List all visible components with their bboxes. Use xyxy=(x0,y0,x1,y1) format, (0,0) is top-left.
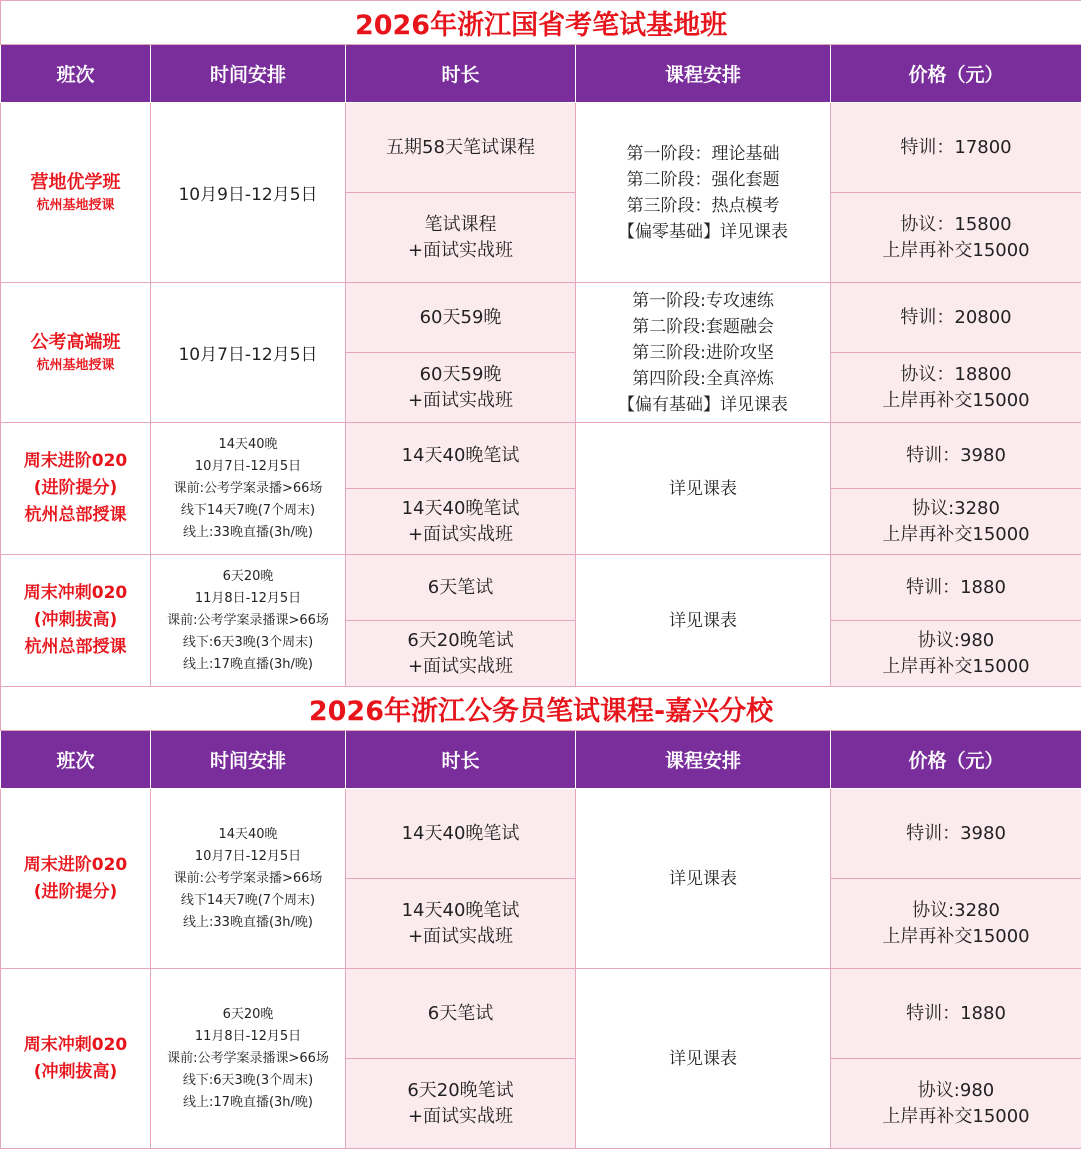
price-line: 上岸再补交15000 xyxy=(882,925,1030,947)
course-row xyxy=(1,555,1081,621)
column-header: 时间安排 xyxy=(151,731,346,789)
price-line: 协议：18800 xyxy=(900,363,1012,385)
duration-line: 6天笔试 xyxy=(427,1002,494,1024)
duration-cell xyxy=(346,103,576,193)
plan-line: 详见课表 xyxy=(669,610,737,631)
price-cell xyxy=(831,789,1081,879)
price-line: 上岸再补交15000 xyxy=(882,655,1030,677)
class-name-cell xyxy=(1,969,151,1149)
course-row xyxy=(1,103,1081,193)
price-cell xyxy=(831,103,1081,193)
price-line: 上岸再补交15000 xyxy=(882,239,1030,261)
class-location: 杭州基地授课 xyxy=(36,357,115,373)
class-name-cell xyxy=(1,789,151,969)
price-cell xyxy=(831,1059,1081,1149)
plan-line: 第四阶段:全真淬炼 xyxy=(632,368,774,389)
plan-line: 【偏零基础】详见课表 xyxy=(618,221,788,242)
price-cell xyxy=(831,193,1081,283)
duration-line: 60天59晚 xyxy=(419,306,502,328)
class-name-cell xyxy=(1,283,151,423)
duration-cell xyxy=(346,193,576,283)
plan-line: 第三阶段：热点模考 xyxy=(626,195,780,216)
price-cell xyxy=(831,489,1081,555)
class-name-cell xyxy=(1,555,151,687)
price-line: 特训：3980 xyxy=(906,444,1006,466)
price-line: 协议：15800 xyxy=(900,213,1012,235)
duration-cell xyxy=(346,1059,576,1149)
column-header: 课程安排 xyxy=(576,731,831,789)
class-name: 周末进阶020 xyxy=(23,451,128,471)
section-title: 2026年浙江公务员笔试课程-嘉兴分校 xyxy=(1,687,1081,731)
price-cell xyxy=(831,621,1081,687)
time-line: 课前:公考学案录播课>66场 xyxy=(167,612,329,628)
price-cell xyxy=(831,879,1081,969)
duration-cell xyxy=(346,283,576,353)
time-line: 11月8日-12月5日 xyxy=(194,1028,302,1044)
plan-cell xyxy=(576,103,831,283)
time-line: 线上:33晚直播(3h/晚) xyxy=(183,524,313,540)
class-name: 周末进阶020 xyxy=(23,854,128,875)
class-name: 杭州总部授课 xyxy=(24,505,127,525)
price-line: 协议:3280 xyxy=(912,899,1000,921)
plan-line: 【偏有基础】详见课表 xyxy=(618,394,788,415)
time-line: 10月9日-12月5日 xyxy=(178,185,318,205)
plan-line: 第一阶段：理论基础 xyxy=(626,143,780,164)
price-line: 协议:980 xyxy=(917,629,995,651)
price-line: 协议:3280 xyxy=(912,497,1000,519)
plan-line: 第二阶段:套题融会 xyxy=(632,316,774,337)
plan-cell xyxy=(576,555,831,687)
column-header: 时长 xyxy=(346,45,576,103)
time-line: 11月8日-12月5日 xyxy=(194,590,302,606)
price-line: 特训：1880 xyxy=(906,1002,1006,1024)
class-name-cell xyxy=(1,103,151,283)
time-line: 10月7日-12月5日 xyxy=(194,848,302,864)
section-title: 2026年浙江国省考笔试基地班 xyxy=(1,1,1081,45)
time-line: 14天40晚 xyxy=(218,436,278,452)
plan-cell xyxy=(576,969,831,1149)
price-line: 特训：20800 xyxy=(900,306,1012,328)
time-line: 14天40晚 xyxy=(218,826,278,842)
class-name: (冲刺拔高) xyxy=(33,1061,118,1082)
class-name-cell xyxy=(1,423,151,555)
price-cell xyxy=(831,353,1081,423)
column-header: 价格（元） xyxy=(831,731,1081,789)
column-header: 时长 xyxy=(346,731,576,789)
plan-line: 详见课表 xyxy=(669,478,737,499)
time-line: 线上:17晚直播(3h/晚) xyxy=(183,656,313,672)
time-line: 线上:33晚直播(3h/晚) xyxy=(183,914,313,930)
duration-line: 6天20晚笔试 xyxy=(407,1079,514,1101)
column-header: 班次 xyxy=(1,45,151,103)
time-line: 课前:公考学案录播>66场 xyxy=(173,480,323,496)
time-cell xyxy=(151,969,346,1149)
duration-line: 60天59晚 xyxy=(419,363,502,385)
plan-line: 详见课表 xyxy=(669,868,737,889)
time-line: 线上:17晚直播(3h/晚) xyxy=(183,1094,313,1110)
duration-line: 五期58天笔试课程 xyxy=(386,136,535,158)
time-line: 6天20晚 xyxy=(222,1006,274,1022)
plan-line: 第一阶段:专攻速练 xyxy=(632,290,774,311)
time-line: 课前:公考学案录播>66场 xyxy=(173,870,323,886)
time-cell xyxy=(151,789,346,969)
plan-cell xyxy=(576,283,831,423)
price-cell xyxy=(831,423,1081,489)
price-cell xyxy=(831,969,1081,1059)
price-line: 特训：3980 xyxy=(906,822,1006,844)
class-name: (冲刺拔高) xyxy=(33,610,118,630)
duration-line: 14天40晚笔试 xyxy=(401,822,520,844)
column-header: 时间安排 xyxy=(151,45,346,103)
class-name: 周末冲刺020 xyxy=(23,1034,128,1055)
column-header: 班次 xyxy=(1,731,151,789)
duration-line: 笔试课程 xyxy=(424,213,497,235)
time-line: 课前:公考学案录播课>66场 xyxy=(167,1050,329,1066)
duration-cell xyxy=(346,969,576,1059)
price-cell xyxy=(831,283,1081,353)
duration-line: +面试实战班 xyxy=(407,239,514,261)
duration-line: 6天笔试 xyxy=(427,576,494,598)
duration-line: +面试实战班 xyxy=(407,655,514,677)
time-cell xyxy=(151,555,346,687)
duration-line: 14天40晚笔试 xyxy=(401,497,520,519)
class-name: (进阶提分) xyxy=(33,881,118,902)
duration-line: 6天20晚笔试 xyxy=(407,629,514,651)
course-row xyxy=(1,423,1081,489)
time-line: 10月7日-12月5日 xyxy=(178,345,318,365)
price-line: 上岸再补交15000 xyxy=(882,523,1030,545)
time-cell xyxy=(151,423,346,555)
duration-line: +面试实战班 xyxy=(407,1105,514,1127)
time-line: 线下:6天3晚(3个周末) xyxy=(182,1072,314,1088)
duration-cell xyxy=(346,423,576,489)
class-name: 营地优学班 xyxy=(30,171,121,193)
class-location: 杭州基地授课 xyxy=(36,197,115,213)
duration-cell xyxy=(346,621,576,687)
class-name: 杭州总部授课 xyxy=(24,637,127,657)
time-line: 线下14天7晚(7个周末) xyxy=(180,502,316,518)
course-row xyxy=(1,969,1081,1059)
plan-line: 详见课表 xyxy=(669,1048,737,1069)
duration-line: 14天40晚笔试 xyxy=(401,444,520,466)
time-line: 6天20晚 xyxy=(222,568,274,584)
time-cell xyxy=(151,283,346,423)
duration-cell xyxy=(346,489,576,555)
price-cell xyxy=(831,555,1081,621)
price-line: 协议:980 xyxy=(917,1079,995,1101)
duration-line: +面试实战班 xyxy=(407,925,514,947)
time-cell xyxy=(151,103,346,283)
duration-cell xyxy=(346,555,576,621)
class-name: (进阶提分) xyxy=(33,478,118,498)
price-line: 特训：17800 xyxy=(900,136,1012,158)
time-line: 线下14天7晚(7个周末) xyxy=(180,892,316,908)
plan-cell xyxy=(576,423,831,555)
class-name: 周末冲刺020 xyxy=(23,583,128,603)
plan-line: 第三阶段:进阶攻坚 xyxy=(632,342,774,363)
duration-line: +面试实战班 xyxy=(407,389,514,411)
time-line: 线下:6天3晚(3个周末) xyxy=(182,634,314,650)
column-header: 价格（元） xyxy=(831,45,1081,103)
course-row xyxy=(1,283,1081,353)
duration-line: 14天40晚笔试 xyxy=(401,899,520,921)
duration-cell xyxy=(346,353,576,423)
duration-line: +面试实战班 xyxy=(407,523,514,545)
price-line: 上岸再补交15000 xyxy=(882,1105,1030,1127)
duration-cell xyxy=(346,879,576,969)
column-header: 课程安排 xyxy=(576,45,831,103)
course-row xyxy=(1,789,1081,879)
class-name: 公考高端班 xyxy=(30,331,121,353)
duration-cell xyxy=(346,789,576,879)
price-line: 上岸再补交15000 xyxy=(882,389,1030,411)
time-line: 10月7日-12月5日 xyxy=(194,458,302,474)
price-line: 特训：1880 xyxy=(906,576,1006,598)
plan-cell xyxy=(576,789,831,969)
plan-line: 第二阶段：强化套题 xyxy=(626,169,780,190)
